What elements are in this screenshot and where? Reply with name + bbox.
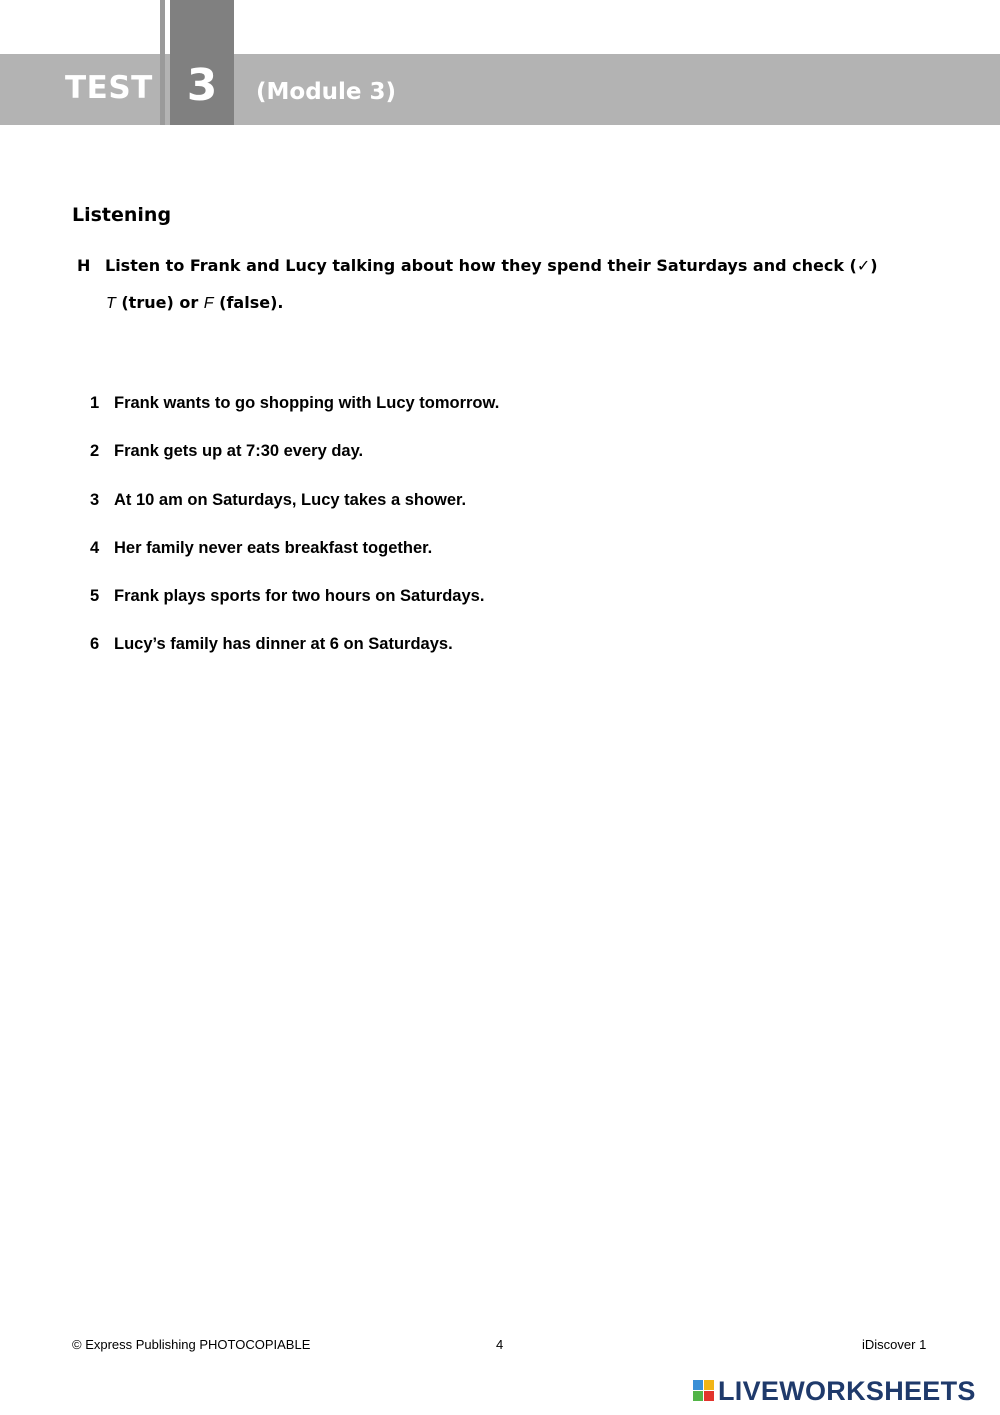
instruction-line-2 bbox=[106, 293, 283, 313]
statement-item bbox=[90, 635, 890, 683]
liveworksheets-logo-icon bbox=[693, 1380, 715, 1402]
statement-text: Frank gets up at 7:30 every day. bbox=[114, 442, 364, 461]
instruction-line-1: Listen to Frank and Lucy talking about how they spend their Saturdays and check (✓) bbox=[105, 256, 878, 275]
statement-item bbox=[90, 539, 890, 587]
statement-number: 3 bbox=[90, 490, 100, 509]
statement-item bbox=[90, 394, 890, 442]
header-module-label: (Module 3) bbox=[256, 79, 397, 105]
statement-list bbox=[90, 394, 890, 684]
instruction-letter: H bbox=[77, 256, 91, 275]
statement-number: 4 bbox=[90, 538, 100, 557]
true-letter: T bbox=[106, 295, 116, 312]
statement-number: 5 bbox=[90, 587, 100, 606]
true-text: (true) or bbox=[115, 293, 204, 312]
false-letter: F bbox=[203, 295, 214, 312]
header-test-label: TEST bbox=[65, 70, 153, 106]
statement-text: Lucy’s family has dinner at 6 on Saturdays. bbox=[114, 635, 453, 654]
statement-number: 2 bbox=[90, 442, 100, 461]
footer-page-number: 4 bbox=[496, 1337, 504, 1352]
footer-copyright: © Express Publishing PHOTOCOPIABLE bbox=[72, 1337, 311, 1352]
statement-item bbox=[90, 491, 890, 539]
statement-text: Frank plays sports for two hours on Saturdays. bbox=[114, 587, 485, 606]
header-separator bbox=[160, 0, 165, 125]
false-text: (false). bbox=[213, 293, 284, 312]
liveworksheets-logo bbox=[693, 1376, 976, 1406]
statement-text: Her family never eats breakfast together. bbox=[114, 538, 433, 557]
statement-number: 1 bbox=[90, 394, 100, 412]
statement-text: At 10 am on Saturdays, Lucy takes a shower. bbox=[114, 490, 467, 509]
footer-book-title: iDiscover 1 bbox=[862, 1337, 927, 1352]
header-test-number: 3 bbox=[186, 60, 218, 111]
section-title: Listening bbox=[72, 204, 172, 226]
statement-number: 6 bbox=[90, 635, 100, 654]
statement-text: Frank wants to go shopping with Lucy tomorrow. bbox=[114, 394, 500, 412]
liveworksheets-logo-text: LIVEWORKSHEETS bbox=[718, 1375, 976, 1406]
statement-item bbox=[90, 587, 890, 635]
statement-item bbox=[90, 442, 890, 490]
